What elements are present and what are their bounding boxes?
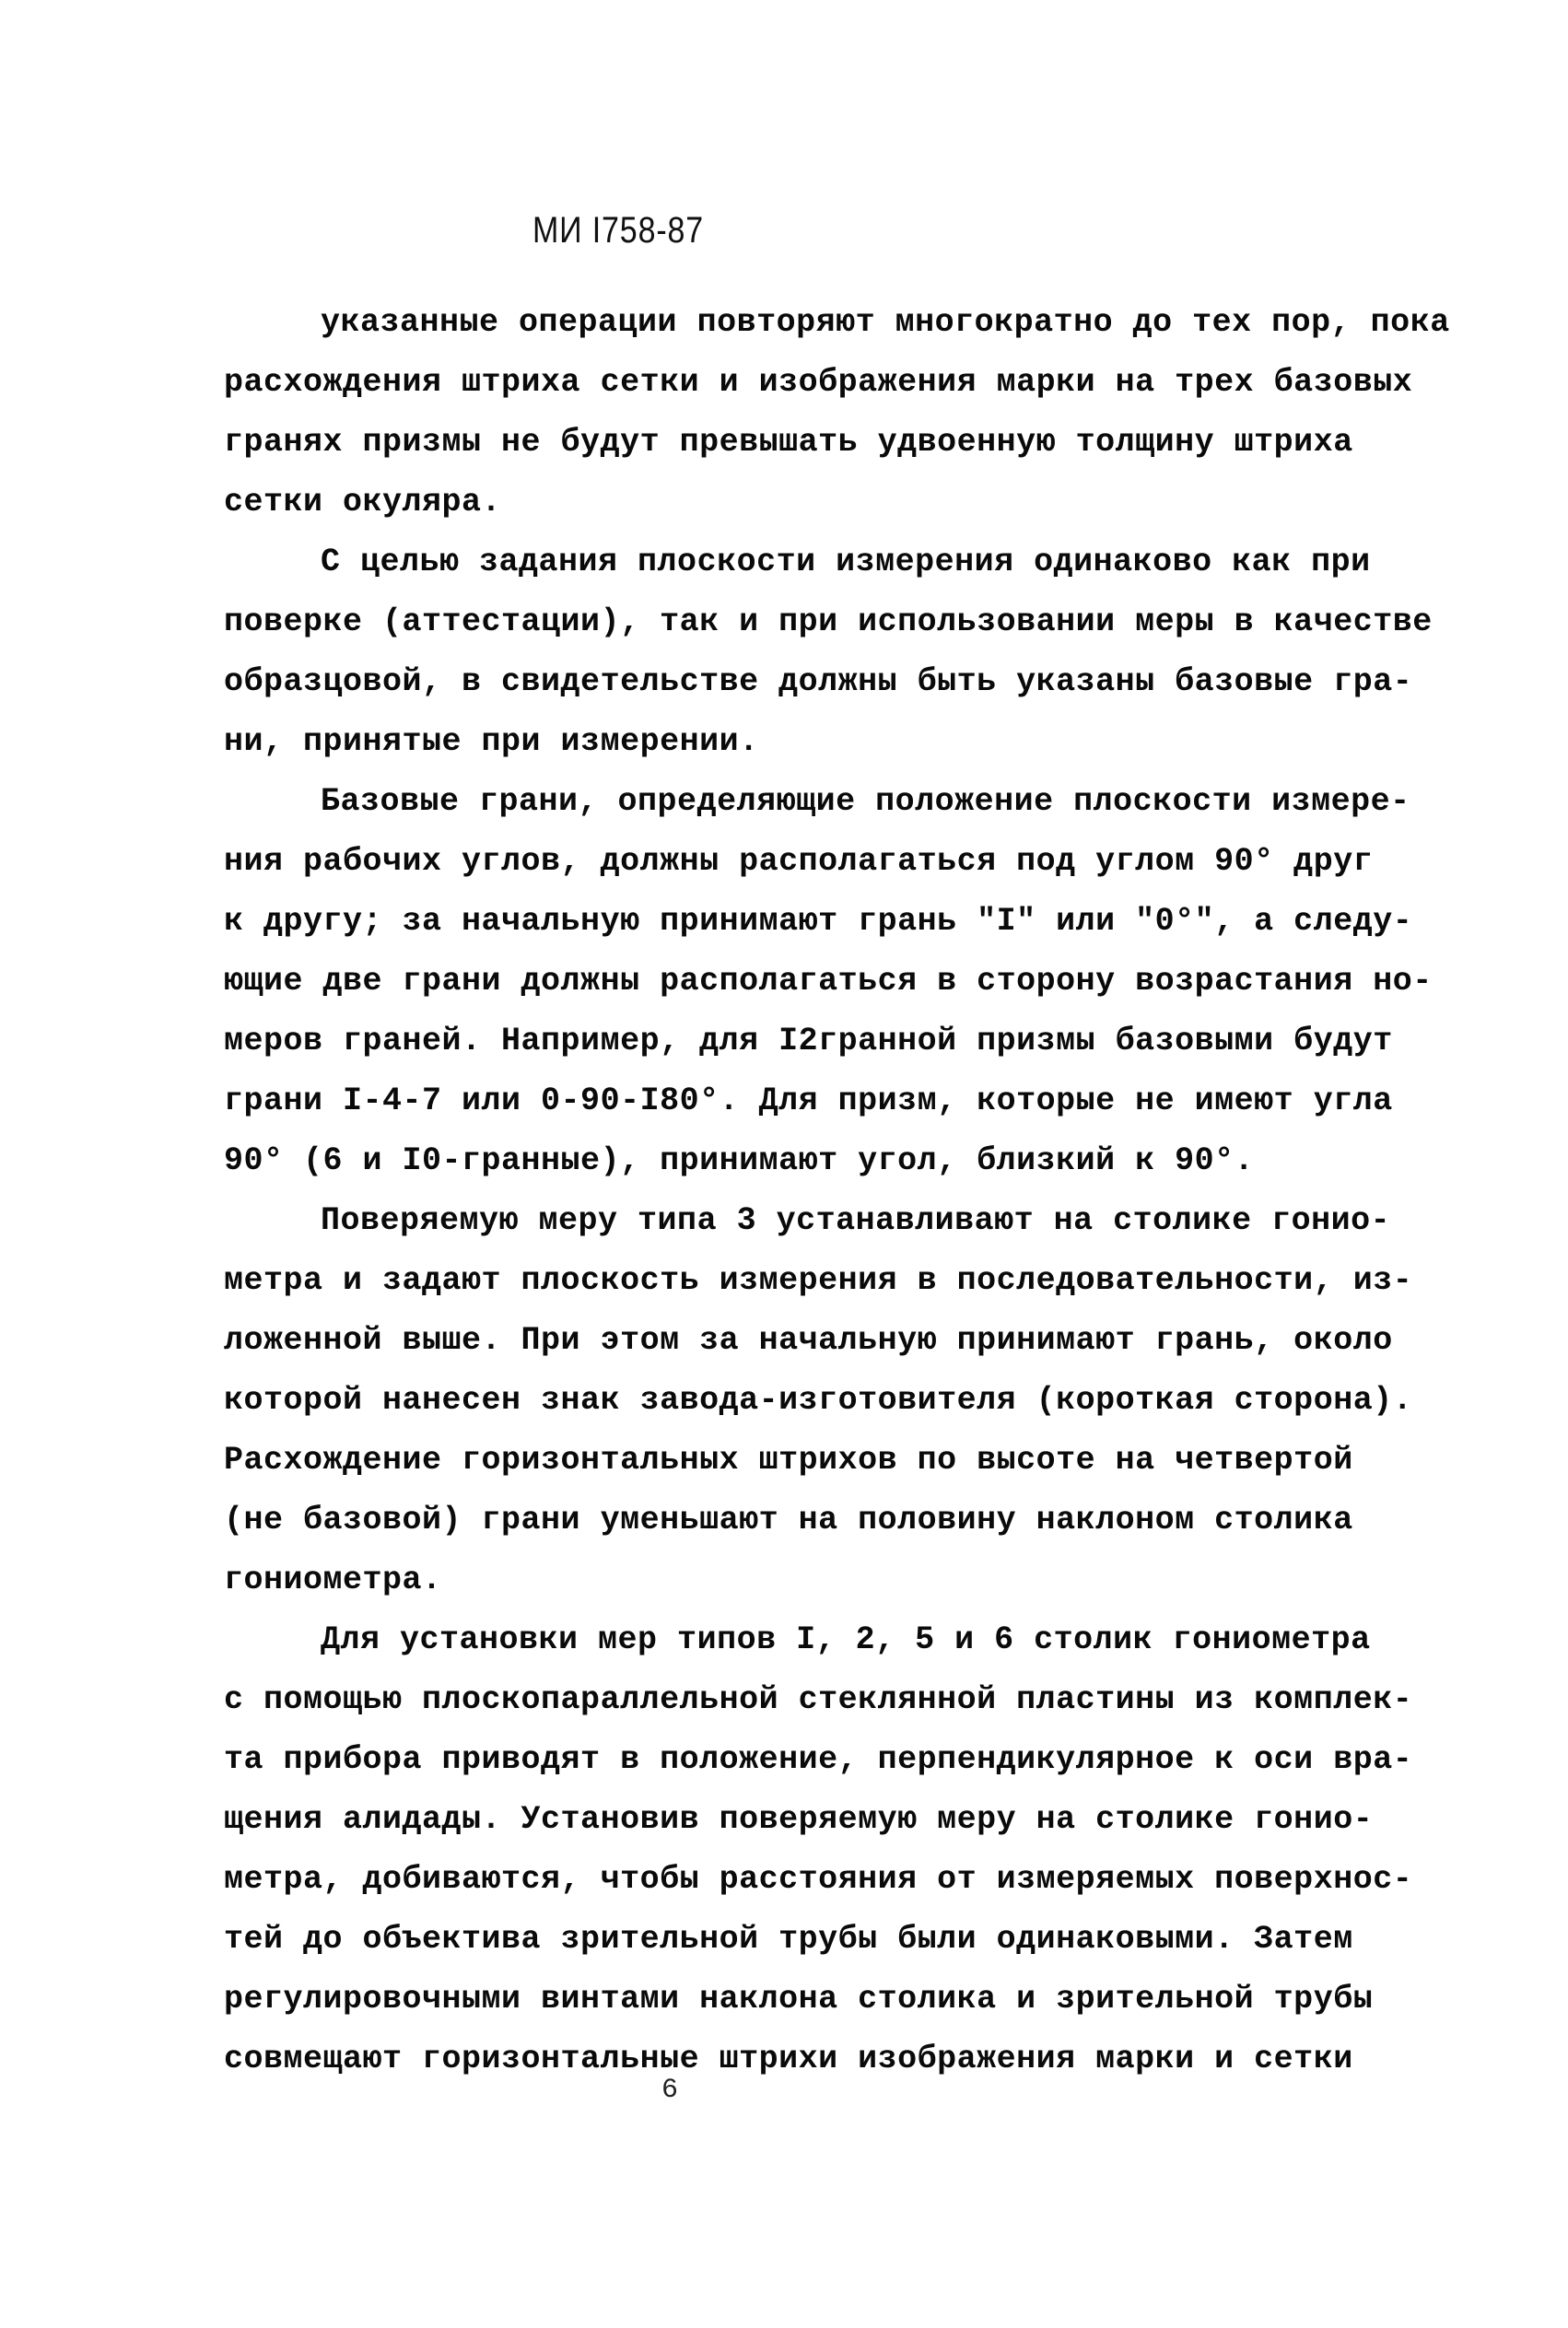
text-line: щения алидады. Установив поверяемую меру на столике гонио- — [224, 1801, 1374, 1838]
text-line: та прибора приводят в положение, перпендикулярное к оси вра- — [224, 1741, 1413, 1778]
document-body — [224, 293, 1450, 2106]
text-line: грани I-4-7 или 0-90-I80°. Для призм, которые не имеют угла — [224, 1082, 1393, 1119]
text-line: сетки окуляра. — [224, 484, 502, 521]
text-line: которой нанесен знак завода-изготовителя (короткая сторона). — [224, 1382, 1413, 1419]
text-line: 90° (6 и I0-гранные), принимают угол, близкий к 90°. — [224, 1142, 1255, 1179]
document-header: МИ I758-87 — [532, 210, 705, 251]
text-line: с помощью плоскопараллельной стеклянной пластины из комплек- — [224, 1681, 1413, 1718]
text-line: к другу; за начальную принимают грань "I" или "0°", а следу- — [224, 903, 1413, 940]
page-number: 6 — [661, 2075, 679, 2106]
paragraph — [224, 293, 1450, 532]
text-line: меров граней. Например, для I2гранной призмы базовыми будут — [224, 1023, 1393, 1059]
text-line: регулировочными винтами наклона столика и зрительной трубы — [224, 1981, 1374, 2018]
text-line: метра, добиваются, чтобы расстояния от измеряемых поверхнос- — [224, 1861, 1413, 1898]
text-line: гониометра. — [224, 1562, 442, 1598]
text-line: ния рабочих углов, должны располагаться под углом 90° друг — [224, 843, 1374, 880]
text-line: С целью задания плоскости измерения одинаково как при — [321, 544, 1371, 580]
text-line: Поверяемую меру типа 3 устанавливают на столике гонио- — [321, 1202, 1391, 1239]
text-line: (не базовой) грани уменьшают на половину наклоном столика — [224, 1502, 1353, 1538]
text-line: поверке (аттестации), так и при использовании меры в качестве — [224, 603, 1433, 640]
text-line: Для установки мер типов I, 2, 5 и 6 столик гониометра — [321, 1621, 1371, 1658]
text-line: Базовые грани, определяющие положение плоскости измере- — [321, 783, 1410, 820]
text-line: ни, принятые при измерении. — [224, 723, 759, 760]
text-line: гранях призмы не будут превышать удвоенную толщину штриха — [224, 424, 1353, 461]
text-line: тей до объектива зрительной трубы были одинаковыми. Затем — [224, 1921, 1353, 1958]
text-line: ющие две грани должны располагаться в сторону возрастания но- — [224, 963, 1433, 1000]
paragraph — [224, 532, 1433, 772]
paragraph — [224, 1191, 1413, 1610]
text-line: расхождения штриха сетки и изображения марки на трех базовых — [224, 364, 1413, 401]
text-line: ложенной выше. При этом за начальную принимают грань, около — [224, 1322, 1393, 1359]
text-line: метра и задают плоскость измерения в последовательности, из- — [224, 1262, 1413, 1299]
paragraph — [224, 1610, 1413, 2106]
paragraph — [224, 772, 1433, 1191]
text-line: Расхождение горизонтальных штрихов по высоте на четвертой — [224, 1442, 1353, 1479]
text-line: совмещают горизонтальные штрихи изображения марки и сетки — [224, 2041, 1353, 2077]
text-line: образцовой, в свидетельстве должны быть указаны базовые гра- — [224, 663, 1413, 700]
text-line: указанные операции повторяют многократно до тех пор, пока — [321, 304, 1450, 341]
